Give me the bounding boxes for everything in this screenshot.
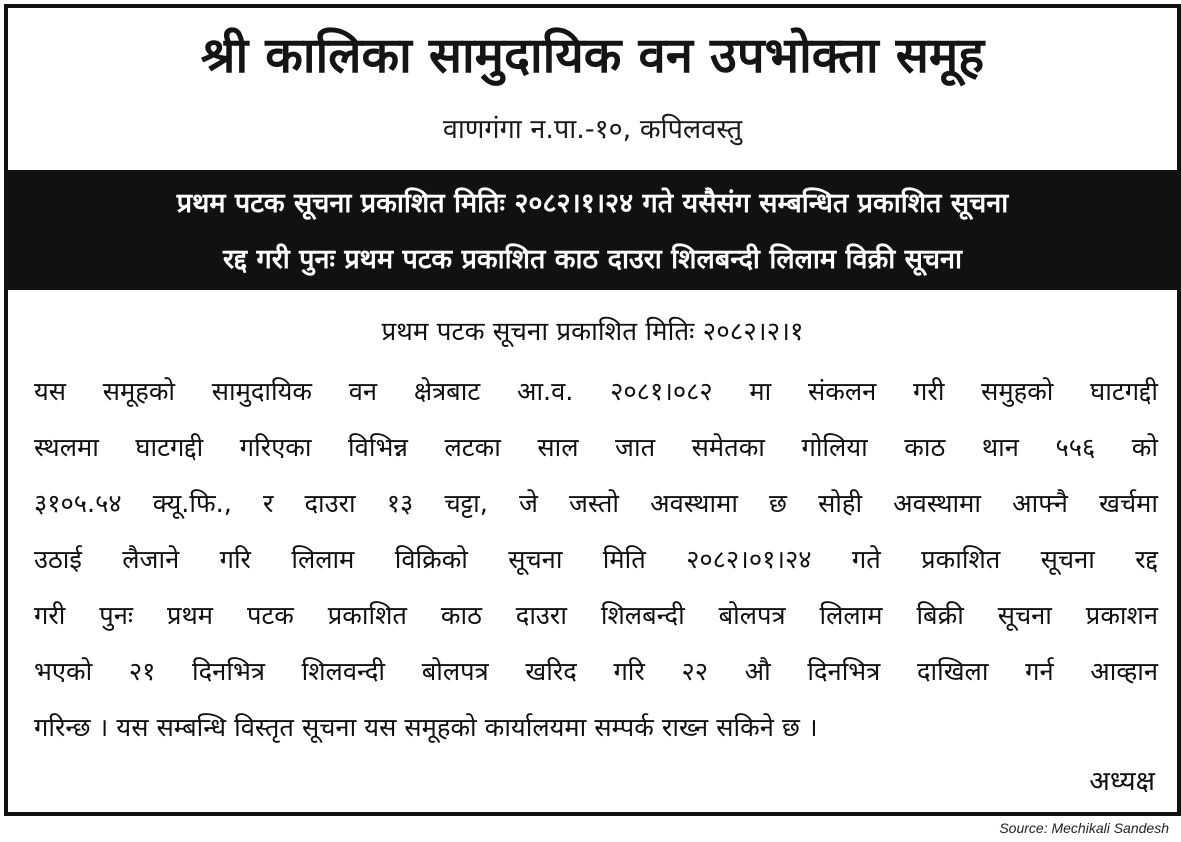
source-credit: Source: Mechikali Sandesh bbox=[999, 820, 1169, 836]
notice-banner bbox=[8, 170, 1177, 290]
signature: अध्यक्ष bbox=[1089, 766, 1155, 797]
banner-line: रद्द गरी पुनः प्रथम पटक प्रकाशित काठ दाउरा शिलबन्दी लिलाम विक्री सूचना bbox=[223, 244, 962, 275]
notice-frame bbox=[4, 4, 1181, 816]
notice-subheading: प्रथम पटक सूचना प्रकाशित मितिः २०८२।२।१ bbox=[381, 317, 804, 347]
body-line: गरिन्छ । यस सम्बन्धि विस्तृत सूचना यस समूहको कार्यालयमा सम्पर्क राख्न सकिने छ । bbox=[34, 713, 818, 743]
body-line: उठाई लैजाने गरि लिलाम विक्रिको सूचना मिति २०८२।०१।२४ गते प्रकाशित सूचना रद्द bbox=[34, 545, 1158, 575]
body-line: गरी पुनः प्रथम पटक प्रकाशित काठ दाउरा शिलबन्दी बोलपत्र लिलाम बिक्री सूचना प्रकाशन bbox=[34, 601, 1158, 631]
notice-title: श्री कालिका सामुदायिक वन उपभोक्ता समूह bbox=[200, 27, 985, 84]
banner-line: प्रथम पटक सूचना प्रकाशित मितिः २०८२।१।२४ गते यसैसंग सम्बन्धित प्रकाशित सूचना bbox=[176, 188, 1009, 219]
body-line: भएको २१ दिनभित्र शिलवन्दी बोलपत्र खरिद गरि २२ औ दिनभित्र दाखिला गर्न आव्हान bbox=[34, 657, 1158, 687]
body-line: स्थलमा घाटगद्दी गरिएका विभिन्न लटका साल जात समेतका गोलिया काठ थान ५५६ को bbox=[34, 433, 1158, 463]
body-line: यस समूहको सामुदायिक वन क्षेत्रबाट आ.व. २०८१।०८२ मा संकलन गरी समुहको घाटगद्दी bbox=[34, 377, 1158, 407]
body-line: ३१०५.५४ क्यू.फि., र दाउरा १३ चट्टा, जे जस्तो अवस्थामा छ सोही अवस्थामा आफ्नै खर्चमा bbox=[34, 489, 1158, 519]
notice-body bbox=[34, 364, 1158, 756]
notice-address: वाणगंगा न.पा.-१०, कपिलवस्तु bbox=[442, 114, 743, 145]
